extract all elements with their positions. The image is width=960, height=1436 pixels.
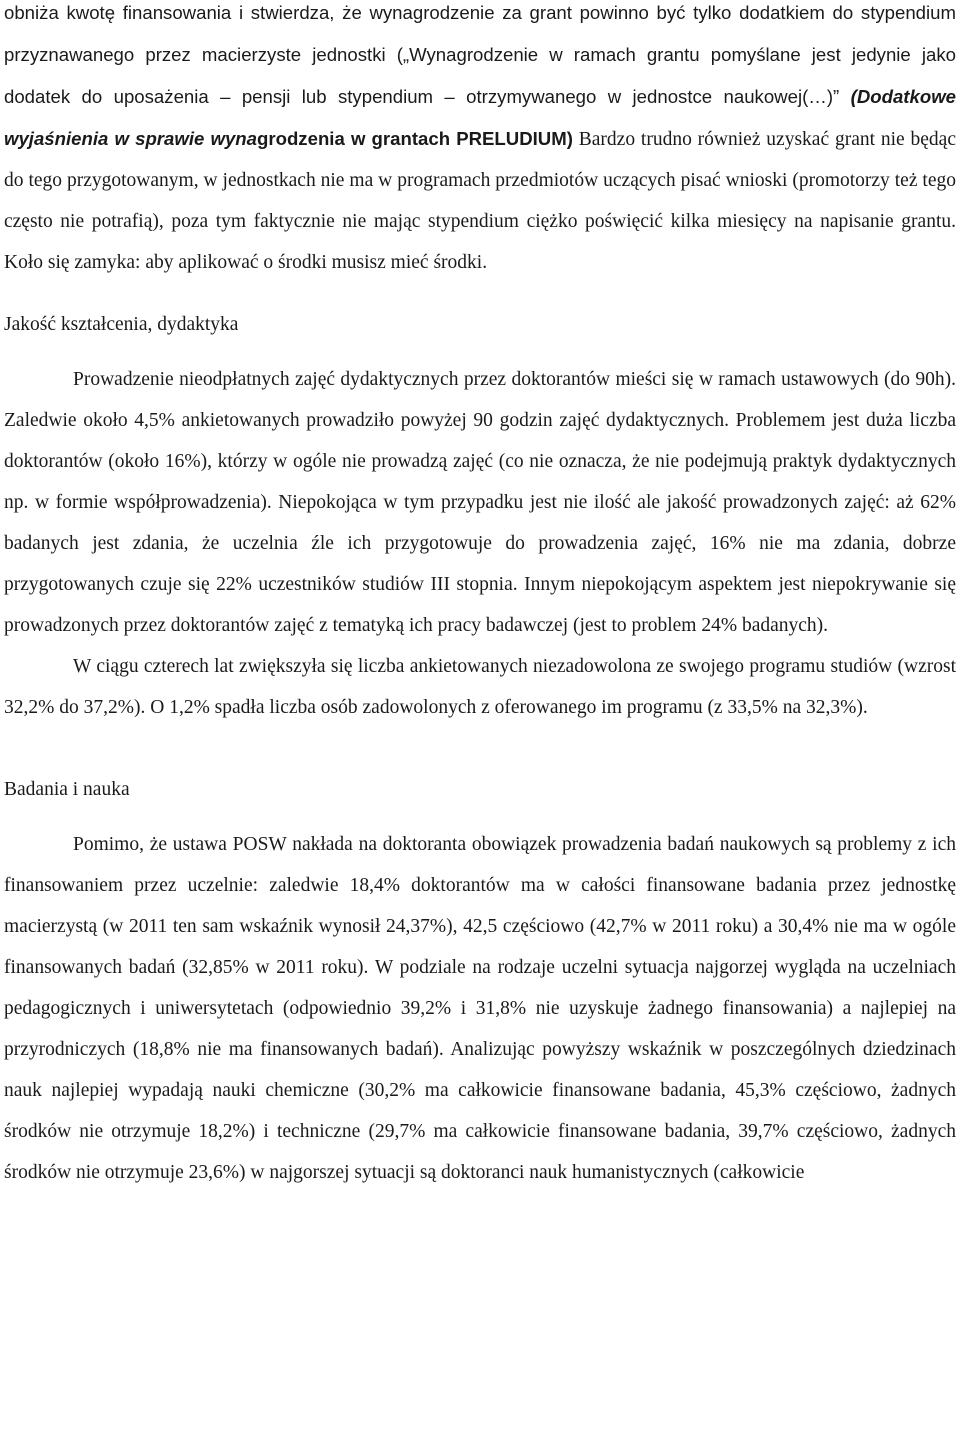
paragraph-program-satisfaction: W ciągu czterech lat zwiększyła się liczba ankietowanych niezadowolona ze swojego programu studiów (wzrost 32,2% do 37,2%). O 1,2% spadła liczba osób zadowolonych z oferowanego im programu (z 33,5% na 32,3%). bbox=[4, 656, 956, 718]
paragraph-grant-funding bbox=[4, 0, 956, 283]
paragraph-research-funding: Pomimo, że ustawa POSW nakłada na doktoranta obowiązek prowadzenia badań naukowych są problemy z ich finansowaniem przez uczelnie: zaledwie 18,4% doktorantów ma w całości finansowane badania przez jednostkę macierzystą (w 2011 ten sam wskaźnik wynosił 24,37%), 42,5 częściowo (42,7% w 2011 roku) a 30,4% nie ma w ogóle finansowanych badań (32,85% w 2011 roku). W podziale na rodzaje uczelni sytuacja najgorzej wygląda na uczelniach pedagogicznych i uniwersytetach (odpowiednio 39,2% i 31,8% nie uzyskuje żadnego finansowania) a najlepiej na przyrodniczych (18,8% nie ma finansowanych badań). Analizując powyższy wskaźnik w poszczególnych dziedzinach nauk najlepiej wypadają nauki chemiczne (30,2% ma całkowicie finansowane badania, 45,3% częściowo, żadnych środków nie otrzymuje 18,2%) i techniczne (29,7% ma całkowicie finansowane badania, 39,7% częściowo, żadnych środków nie otrzymuje 23,6%) w najgorszej sytuacji są doktoranci nauk humanistycznych (całkowicie bbox=[4, 834, 956, 1183]
paragraph-grant-rest: Bardzo trudno również uzyskać grant nie będąc do tego przygotowanym, w jednostkach nie ma w programach przedmiotów uczących pisać wnioski (promotorzy też tego często nie potrafią), poza tym faktycznie nie mając stypendium ciężko poświęcić kilka miesięcy na napisanie grantu. Koło się zamyka: aby aplikować o środki musisz mieć środki. bbox=[4, 129, 956, 273]
paragraph-teaching: Prowadzenie nieodpłatnych zajęć dydaktycznych przez doktorantów mieści się w ramach ustawowych (do 90h). Zaledwie około 4,5% ankietowanych prowadziło powyżej 90 godzin zajęć dydaktycznych. Problemem jest duża liczba doktorantów (około 16%), którzy w ogóle nie prowadzą zajęć (co nie oznacza, że nie podejmują praktyk dydaktycznych np. w formie współprowadzenia). Niepokojąca w tym przypadku jest nie ilość ale jakość prowadzonych zajęć: aż 62% badanych jest zdania, że uczelnia źle ich przygotowuje do prowadzenia zajęć, 16% nie ma zdania, dobrze przygotowanych czuje się 22% uczestników studiów III stopnia. Innym niepokojącym aspektem jest niepokrywanie się prowadzonych przez doktorantów zajęć z tematyką ich pracy badawczej (jest to problem 24% badanych). bbox=[4, 369, 956, 636]
source-citation-italic: (Dodatkowe wyjaśnienia w sprawie wyna bbox=[4, 86, 956, 149]
source-citation-bold: grodzenia w grantach PRELUDIUM) bbox=[257, 128, 573, 149]
section-heading-quality: Jakość kształcenia, dydaktyka bbox=[4, 314, 239, 335]
section-heading-research: Badania i nauka bbox=[4, 779, 130, 800]
paragraph-grant-intro: obniża kwotę finansowania i stwierdza, że wynagrodzenie za grant powinno być tylko dodatkiem do stypendium przyznawanego przez macierzyste jednostki („Wynagrodzenie w ramach grantu pomyślane jest jedynie jako dodatek do uposażenia – pensji lub stypendium – otrzymywanego w jednostce naukowej(…)” bbox=[4, 2, 956, 107]
